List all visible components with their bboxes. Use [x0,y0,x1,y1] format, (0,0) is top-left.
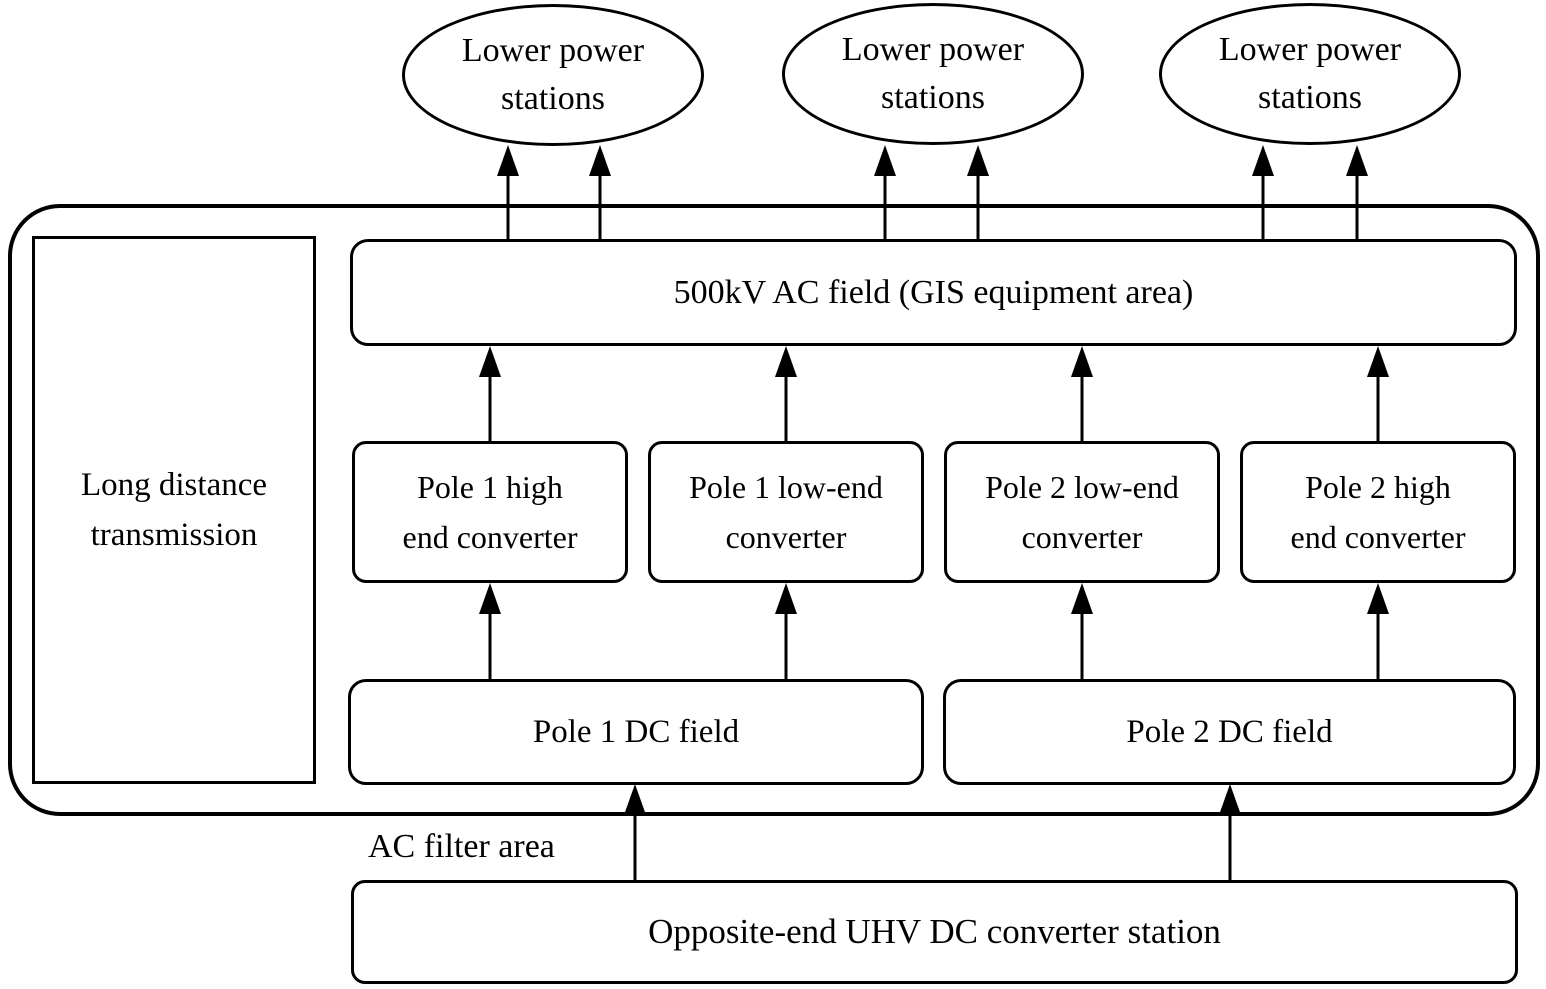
ellipse-label-line: Lower power [461,32,645,69]
converter-station-label: Opposite-end UHV DC converter station [648,912,1221,951]
ellipse-label-line: Lower power [841,31,1025,68]
pole1-low-end-converter-box [648,441,924,583]
ellipse-label-line: stations [881,79,985,116]
lower-power-stations-ellipse-2 [782,3,1084,145]
ac-filter-area-label: AC filter area [368,828,555,865]
long-distance-label-line: Long distance [80,467,268,503]
lower-power-stations-ellipse-3 [1159,3,1461,145]
pole2-dc-field-box [943,679,1516,785]
dc-field-label: Pole 1 DC field [532,713,740,750]
converter-label-line: converter [725,519,847,555]
pole2-high-end-converter-box [1240,441,1516,583]
ac-field-bar [350,239,1517,346]
converter-label-line: end converter [402,519,578,555]
converter-label-line: Pole 1 low-end [689,469,883,505]
pole2-low-end-converter-box [944,441,1220,583]
ac-field-label: 500kV AC field (GIS equipment area) [673,273,1194,311]
long-distance-transmission-box [32,236,316,784]
opposite-end-uhv-dc-converter-station-box [351,880,1518,984]
converter-label-line: end converter [1290,519,1466,555]
converter-label-line: converter [1021,519,1143,555]
ellipse-label-line: stations [501,80,605,117]
lower-power-stations-ellipse-1 [402,4,704,146]
long-distance-label-line: transmission [90,517,258,553]
pole1-high-end-converter-box [352,441,628,583]
ellipse-label-line: Lower power [1218,31,1402,68]
ellipse-label-line: stations [1258,79,1362,116]
dc-field-label: Pole 2 DC field [1126,713,1333,750]
converter-label-line: Pole 2 high [1305,469,1451,505]
converter-label-line: Pole 1 high [417,469,563,505]
converter-label-line: Pole 2 low-end [985,469,1179,505]
pole1-dc-field-box [348,679,924,785]
